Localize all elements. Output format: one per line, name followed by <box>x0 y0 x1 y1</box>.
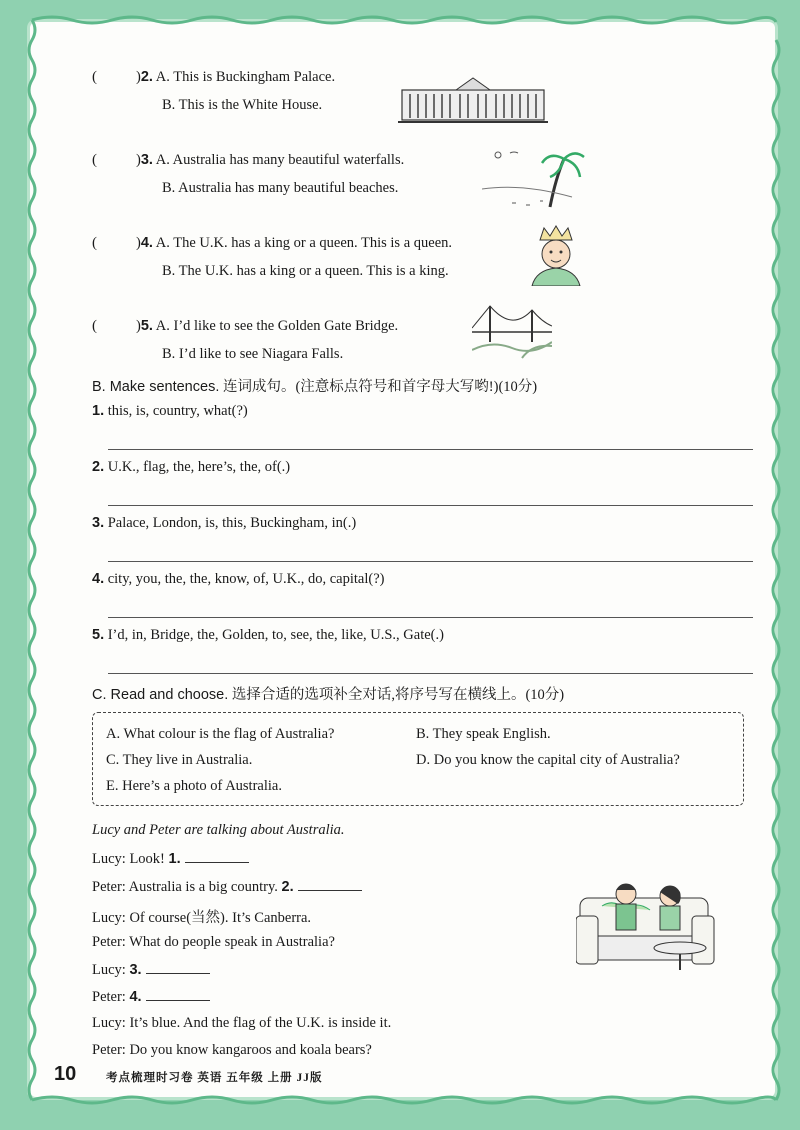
option-d: D. Do you know the capital city of Australia? <box>416 752 680 768</box>
option-b: B. They speak English. <box>416 726 551 742</box>
dialogue-line <box>92 961 210 979</box>
option-a: A. This is Buckingham Palace. <box>155 69 336 85</box>
answer-blank[interactable] <box>146 961 210 974</box>
item-number: 3. <box>92 515 105 531</box>
dialogue-text: Peter: Australia is a big country. <box>92 879 282 895</box>
answer-line[interactable] <box>108 673 753 674</box>
blank-number: 2. <box>281 879 294 895</box>
dialogue-text: Peter: What do people speak in Australia? <box>92 934 335 950</box>
blank-number: 4. <box>129 989 142 1005</box>
item-number: 5. <box>92 627 105 643</box>
option-c: C. They live in Australia. <box>106 752 253 768</box>
dialogue-text: Lucy: Of course(当然). It’s Canberra. <box>92 910 312 926</box>
dialogue-line <box>92 1042 372 1059</box>
dialogue-line <box>92 906 311 927</box>
part-b-heading-en: B. Make sentences. <box>92 379 220 395</box>
answer-paren-close: ) <box>136 69 141 85</box>
make-sentence-item <box>92 515 356 532</box>
dialogue-intro: Lucy and Peter are talking about Australia. <box>92 822 345 838</box>
answer-line[interactable] <box>108 561 753 562</box>
golden-gate-bridge-picture <box>472 302 552 360</box>
part-c-heading-en: C. Read and choose. <box>92 687 229 703</box>
dialogue-line <box>92 850 249 868</box>
answer-blank[interactable] <box>146 988 210 1001</box>
answer-line[interactable] <box>108 617 753 618</box>
dialogue-line <box>92 878 362 896</box>
answer-paren-open[interactable]: ( <box>92 152 97 168</box>
dialogue-text: Lucy: <box>92 962 130 978</box>
make-sentence-item <box>92 459 290 476</box>
part-b-heading <box>92 375 537 396</box>
scrambled-words: this, is, country, what(?) <box>107 403 248 419</box>
buckingham-palace-picture <box>398 76 548 126</box>
option-a: A. What colour is the flag of Australia? <box>106 726 335 742</box>
dialogue-text: Lucy: It’s blue. And the flag of the U.K. is inside it. <box>92 1015 392 1031</box>
kids-on-sofa-picture <box>576 876 716 974</box>
queen-picture <box>526 222 586 286</box>
option-b: B. Australia has many beautiful beaches. <box>162 180 399 196</box>
option-a: A. Australia has many beautiful waterfalls. <box>155 152 405 168</box>
scrambled-words: Palace, London, is, this, Buckingham, in(.) <box>107 515 357 531</box>
option-a: A. I’d like to see the Golden Gate Bridge. <box>155 318 399 334</box>
answer-paren-close: ) <box>136 318 141 334</box>
footer-text: 考点梳理时习卷 英语 五年级 上册 JJ版 <box>106 1072 323 1084</box>
page-number: 10 <box>54 1063 77 1085</box>
question-number: 5. <box>140 318 153 334</box>
blank-number: 3. <box>129 962 142 978</box>
option-e: E. Here’s a photo of Australia. <box>106 778 282 794</box>
dialogue-text: Peter: Do you know kangaroos and koala bears? <box>92 1042 372 1058</box>
option-b: B. The U.K. has a king or a queen. This is a king. <box>162 263 449 279</box>
answer-paren-open[interactable]: ( <box>92 235 97 251</box>
scrambled-words: I’d, in, Bridge, the, Golden, to, see, the, like, U.S., Gate(.) <box>107 627 444 643</box>
blank-number: 1. <box>168 851 181 867</box>
option-b: B. This is the White House. <box>162 97 323 113</box>
make-sentence-item <box>92 403 248 420</box>
answer-paren-open[interactable]: ( <box>92 69 97 85</box>
beach-picture <box>482 145 587 213</box>
item-number: 1. <box>92 403 105 419</box>
answer-line[interactable] <box>108 449 753 450</box>
part-c-heading-cn: 选择合适的选项补全对话,将序号写在横线上。(10分) <box>231 687 565 703</box>
item-number: 2. <box>92 459 105 475</box>
part-c-heading <box>92 683 564 704</box>
item-number: 4. <box>92 571 105 587</box>
dialogue-line <box>92 934 335 951</box>
question-number: 2. <box>140 69 153 85</box>
answer-paren-open[interactable]: ( <box>92 318 97 334</box>
answer-blank[interactable] <box>185 850 249 863</box>
answer-blank[interactable] <box>298 878 362 891</box>
scrambled-words: U.K., flag, the, here’s, the, of(.) <box>107 459 291 475</box>
question-number: 4. <box>140 235 153 251</box>
dialogue-text: Lucy: Look! <box>92 851 169 867</box>
make-sentence-item <box>92 627 444 644</box>
answer-line[interactable] <box>108 505 753 506</box>
option-b: B. I’d like to see Niagara Falls. <box>162 346 344 362</box>
dialogue-text: Peter: <box>92 989 130 1005</box>
answer-paren-close: ) <box>136 235 141 251</box>
dialogue-line <box>92 988 210 1006</box>
option-a: A. The U.K. has a king or a queen. This is a queen. <box>155 235 453 251</box>
make-sentence-item <box>92 571 385 588</box>
part-b-heading-cn: 连词成句。(注意标点符号和首字母大写哟!)(10分) <box>222 379 538 395</box>
dialogue-line <box>92 1015 391 1032</box>
question-number: 3. <box>140 152 153 168</box>
answer-paren-close: ) <box>136 152 141 168</box>
scrambled-words: city, you, the, the, know, of, U.K., do, capital(?) <box>107 571 385 587</box>
